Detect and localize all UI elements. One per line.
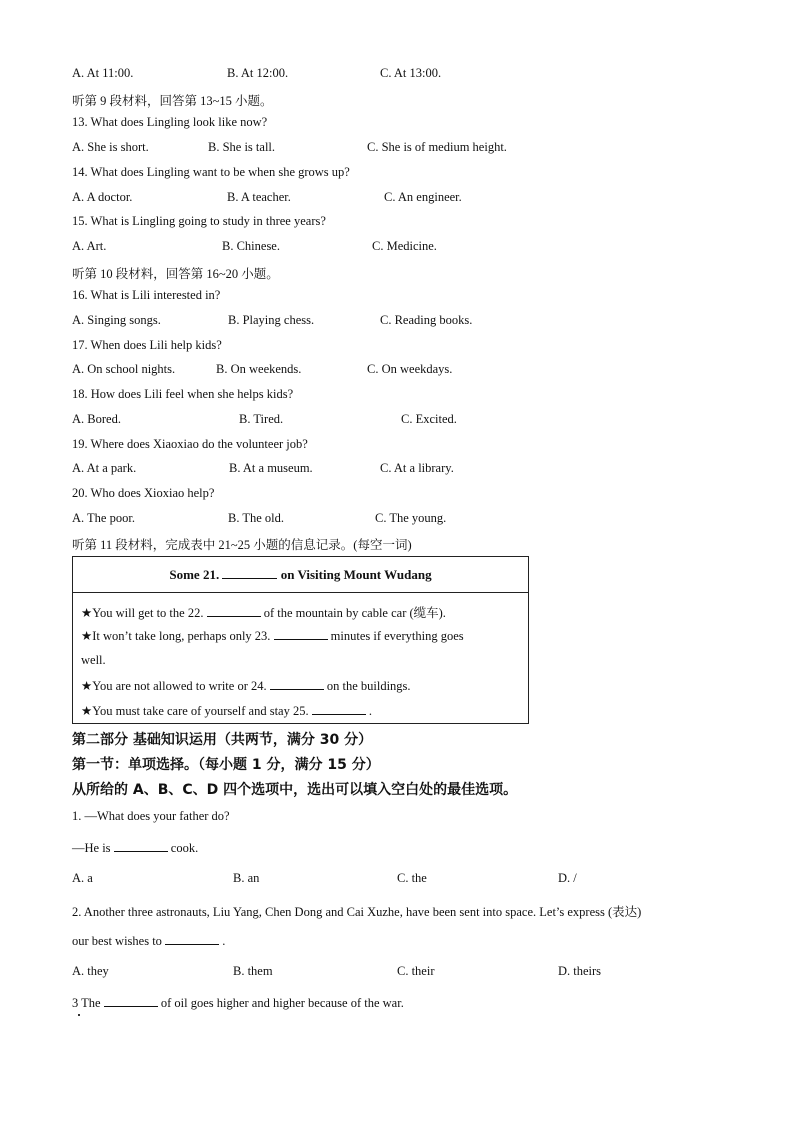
- g1-option-a: A. a: [72, 871, 93, 885]
- q18-option-c: C. Excited.: [401, 412, 457, 426]
- g2-blank[interactable]: [165, 933, 219, 945]
- blank-23[interactable]: [274, 628, 328, 640]
- q16-option-c: C. Reading books.: [380, 313, 473, 327]
- info-row-22: [81, 603, 446, 621]
- g2-option-c: C. their: [397, 964, 435, 978]
- blank-21[interactable]: [222, 567, 277, 579]
- q14-option-a: A. A doctor.: [72, 190, 133, 204]
- q20-question: 20. Who does Xioxiao help?: [72, 486, 215, 500]
- q15-option-c: C. Medicine.: [372, 239, 437, 253]
- section-11-instruction: 听第 11 段材料，完成表中 21~25 小题的信息记录。(每空一词): [72, 538, 412, 552]
- q19-option-b: B. At a museum.: [229, 461, 313, 475]
- q13-option-b: B. She is tall.: [208, 140, 276, 154]
- g1-option-d: D. /: [558, 871, 577, 885]
- instructions: 从所给的 A、B、C、D 四个选项中，选出可以填入空白处的最佳选项。: [72, 782, 518, 798]
- blank-25[interactable]: [312, 703, 366, 715]
- q14-option-b: B. A teacher.: [227, 190, 291, 204]
- g2-question: 2. Another three astronauts, Liu Yang, Chen Dong and Cai Xuzhe, have been sent into space. Let’s express (表达): [72, 905, 642, 919]
- section-9-instruction: 听第 9 段材料，回答第 13~15 小题。: [72, 94, 273, 108]
- q16-option-b: B. Playing chess.: [228, 313, 315, 327]
- q18-option-b: B. Tired.: [239, 412, 284, 426]
- g3-question: [72, 995, 404, 1011]
- q18-question: 18. How does Lili feel when she helps kids?: [72, 387, 294, 401]
- q17-option-a: A. On school nights.: [72, 362, 176, 376]
- q13-question: 13. What does Lingling look like now?: [72, 115, 268, 129]
- g3-suffix: of oil goes higher and higher because of the war.: [157, 996, 404, 1010]
- q17-question: 17. When does Lili help kids?: [72, 338, 222, 352]
- g1-answer-prefix: —He is: [72, 841, 114, 855]
- row-23-suffix: minutes if everything goes: [327, 629, 464, 643]
- q14-option-c: C. An engineer.: [384, 190, 462, 204]
- g2-cont-suffix: .: [219, 934, 226, 948]
- q13-option-a: A. She is short.: [72, 140, 149, 154]
- part-two-heading: 第二部分 基础知识运用（共两节，满分 30 分）: [72, 732, 373, 748]
- info-row-23-cont: well.: [81, 653, 106, 667]
- g3-blank[interactable]: [104, 995, 158, 1007]
- q12-option-c: C. At 13:00.: [380, 66, 442, 80]
- q16-option-a: A. Singing songs.: [72, 313, 161, 327]
- row-24-prefix: ★You are not allowed to write or 24.: [81, 679, 270, 693]
- heading-suffix: on Visiting Mount Wudang: [277, 567, 432, 582]
- q20-option-c: C. The young.: [375, 511, 447, 525]
- g1-option-b: B. an: [233, 871, 260, 885]
- g1-blank[interactable]: [114, 840, 168, 852]
- table-heading: [73, 557, 528, 593]
- g3-prefix: 3 The: [72, 996, 104, 1010]
- g1-option-c: C. the: [397, 871, 427, 885]
- q17-option-b: B. On weekends.: [216, 362, 302, 376]
- q13-option-c: C. She is of medium height.: [367, 140, 507, 154]
- g2-cont-prefix: our best wishes to: [72, 934, 166, 948]
- q19-question: 19. Where does Xiaoxiao do the volunteer job?: [72, 437, 308, 451]
- q20-option-a: A. The poor.: [72, 511, 135, 525]
- info-record-table: [72, 556, 529, 724]
- g2-question-cont: [72, 933, 225, 949]
- q19-option-c: C. At a library.: [380, 461, 454, 475]
- row-25-suffix: .: [365, 704, 372, 718]
- q14-question: 14. What does Lingling want to be when she grows up?: [72, 165, 350, 179]
- info-row-23: [81, 628, 464, 644]
- g1-question: 1. —What does your father do?: [72, 809, 230, 823]
- g2-option-a: A. they: [72, 964, 109, 978]
- row-22-suffix: of the mountain by cable car (缆车).: [260, 606, 446, 620]
- q16-question: 16. What is Lili interested in?: [72, 288, 221, 302]
- blank-24[interactable]: [270, 678, 324, 690]
- q12-option-b: B. At 12:00.: [227, 66, 289, 80]
- heading-prefix: Some 21.: [169, 567, 223, 582]
- row-24-suffix: on the buildings.: [323, 679, 411, 693]
- row-25-prefix: ★You must take care of yourself and stay 25.: [81, 704, 312, 718]
- g1-answer-suffix: cook.: [167, 841, 199, 855]
- stray-dot: [78, 1014, 80, 1016]
- q17-option-c: C. On weekdays.: [367, 362, 453, 376]
- row-23-prefix: ★It won’t take long, perhaps only 23.: [81, 629, 274, 643]
- section-10-instruction: 听第 10 段材料，回答第 16~20 小题。: [72, 267, 279, 281]
- blank-22[interactable]: [207, 605, 261, 617]
- row-22-prefix: ★You will get to the 22.: [81, 606, 207, 620]
- q12-option-a: A. At 11:00.: [72, 66, 134, 80]
- info-row-24: [81, 678, 411, 694]
- g1-answer-line: [72, 840, 198, 856]
- q15-question: 15. What is Lingling going to study in three years?: [72, 214, 326, 228]
- q15-option-b: B. Chinese.: [222, 239, 280, 253]
- g2-option-d: D. theirs: [558, 964, 602, 978]
- q18-option-a: A. Bored.: [72, 412, 121, 426]
- g2-option-b: B. them: [233, 964, 273, 978]
- section-one-heading: 第一节：单项选择。（每小题 1 分，满分 15 分）: [72, 757, 380, 773]
- q20-option-b: B. The old.: [228, 511, 285, 525]
- q19-option-a: A. At a park.: [72, 461, 137, 475]
- info-row-25: [81, 703, 372, 719]
- q15-option-a: A. Art.: [72, 239, 107, 253]
